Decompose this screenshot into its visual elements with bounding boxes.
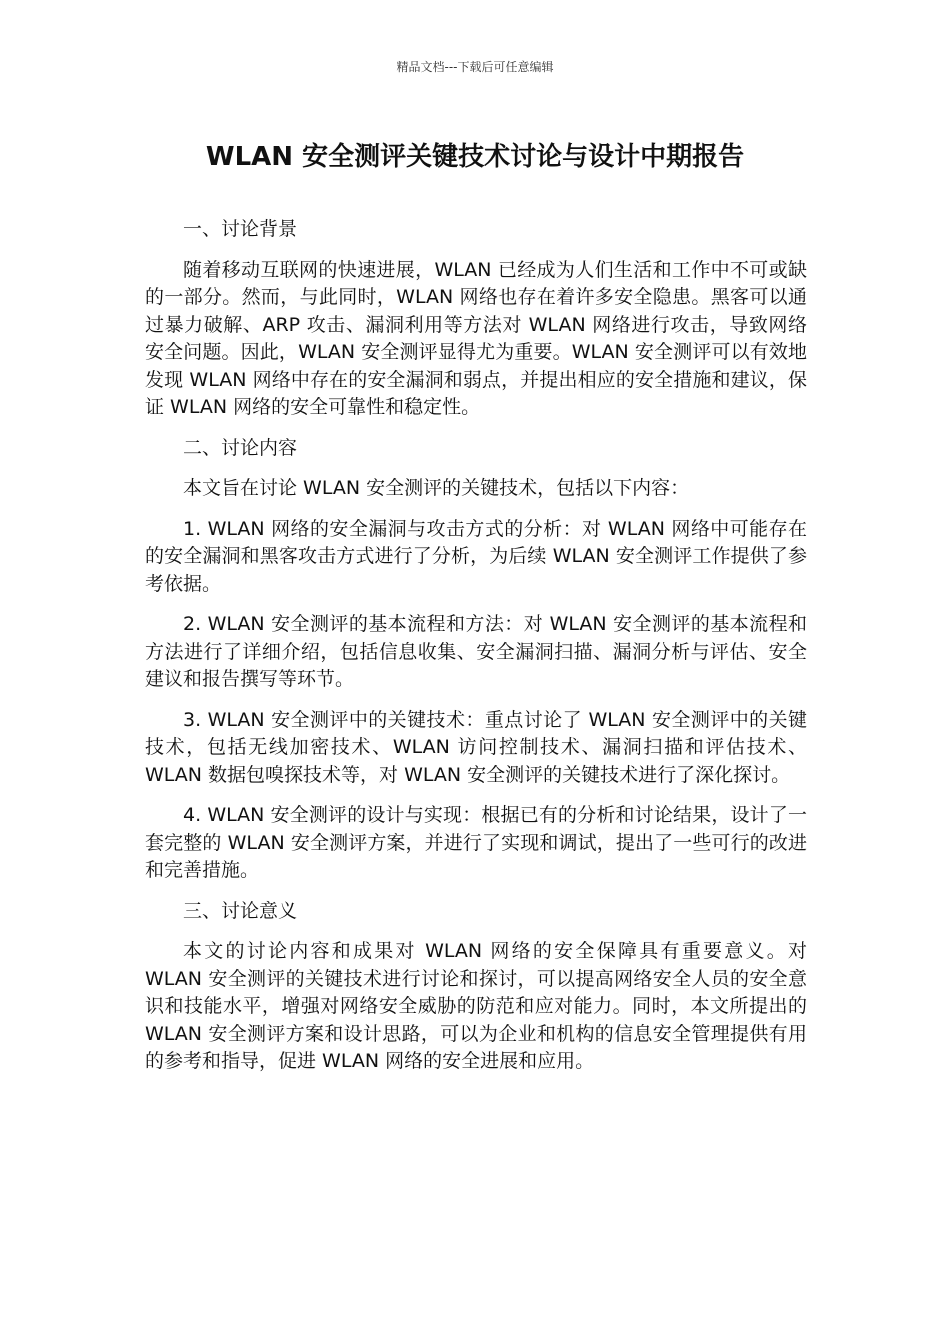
document-title: WLAN 安全测评关键技术讨论与设计中期报告 (205, 142, 745, 172)
paragraph-background: 随着移动互联网的快速进展，WLAN 已经成为人们生活和工作中不可或缺的一部分。然而，与此同时，WLAN 网络也存在着许多安全隐患。黑客可以通过暴力破解、ARP 攻击、漏洞利用等方法对 WLAN 网络进行攻击，导致网络安全问题。因此，WLAN 安全测评显得尤为重要。WLAN 安全测评可以有效地发现 WLAN 网络中存在的安全漏洞和弱点，并提出相应的安全措施和建议，保证 WLAN 网络的安全可靠性和稳定性。 (145, 258, 807, 418)
list-item-2: 2. WLAN 安全测评的基本流程和方法：对 WLAN 安全测评的基本流程和方法进行了详细介绍，包括信息收集、安全漏洞扫描、漏洞分析与评估、安全建议和报告撰写等环节。 (145, 613, 807, 690)
document-body (145, 216, 807, 1089)
section-heading-significance: 三、讨论意义 (183, 899, 298, 922)
header-note: 精品文档---下载后可任意编辑 (396, 60, 554, 74)
paragraph-significance: 本文的讨论内容和成果对 WLAN 网络的安全保障具有重要意义。对 WLAN 安全测评的关键技术进行讨论和探讨，可以提高网络安全人员的安全意识和技能水平，增强对网络安全威胁的防范和应对能力。同时，本文所提出的 WLAN 安全测评方案和设计思路，可以为企业和机构的信息安全管理提供有用的参考和指导，促进 WLAN 网络的安全进展和应用。 (145, 940, 807, 1072)
list-item-4: 4. WLAN 安全测评的设计与实现：根据已有的分析和讨论结果，设计了一套完整的 WLAN 安全测评方案，并进行了实现和调试，提出了一些可行的改进和完善措施。 (145, 804, 807, 881)
list-item-3: 3. WLAN 安全测评中的关键技术：重点讨论了 WLAN 安全测评中的关键技术，包括无线加密技术、WLAN 访问控制技术、漏洞扫描和评估技术、WLAN 数据包嗅探技术等，对 WLAN 安全测评的关键技术进行了深化探讨。 (145, 708, 807, 786)
paragraph-content-intro: 本文旨在讨论 WLAN 安全测评的关键技术，包括以下内容： (183, 477, 690, 499)
section-heading-content: 二、讨论内容 (183, 436, 298, 459)
list-item-1: 1. WLAN 网络的安全漏洞与攻击方式的分析：对 WLAN 网络中可能存在的安全漏洞和黑客攻击方式进行了分析，为后续 WLAN 安全测评工作提供了参考依据。 (145, 517, 807, 595)
section-heading-background: 一、讨论背景 (183, 218, 298, 240)
